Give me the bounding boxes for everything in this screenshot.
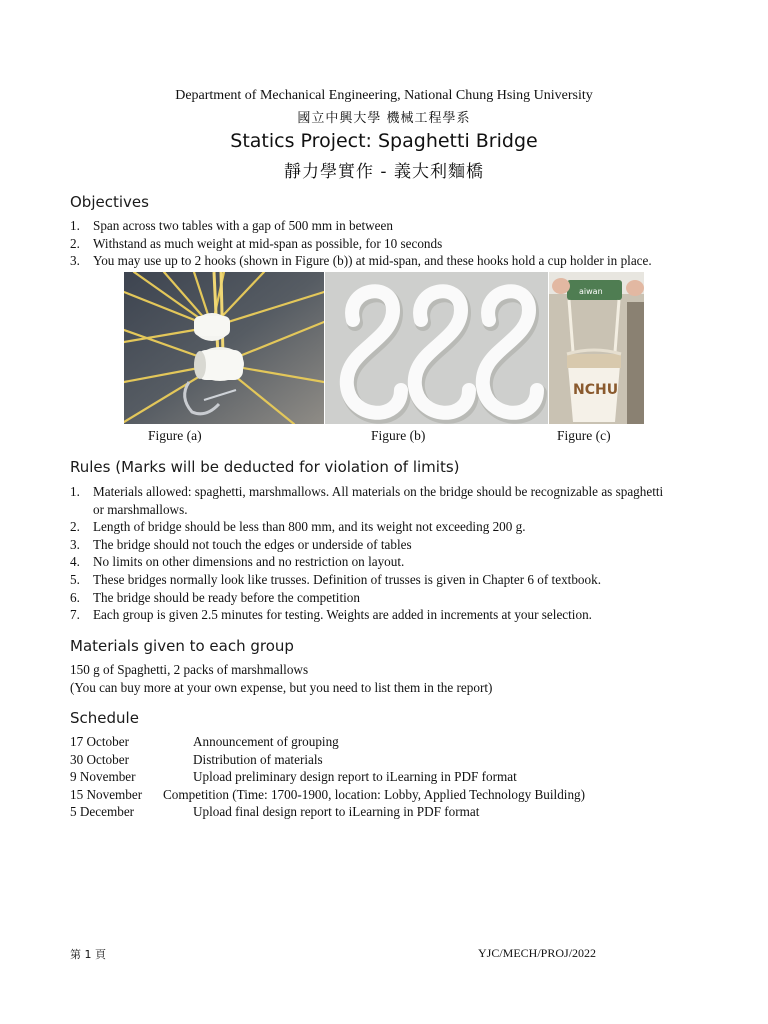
rules-list bbox=[70, 483, 670, 624]
list-text: No limits on other dimensions and no restriction on layout. bbox=[93, 554, 405, 570]
list-text: The bridge should not touch the edges or underside of tables bbox=[93, 536, 412, 552]
list-number: 2. bbox=[70, 519, 80, 535]
list-text: Length of bridge should be less than 800 mm, and its weight not exceeding 200 g. bbox=[93, 519, 526, 535]
list-item bbox=[70, 589, 670, 607]
department-name: Department of Mechanical Engineering, National Chung Hsing University bbox=[175, 88, 593, 103]
list-text: The bridge should be ready before the competition bbox=[93, 589, 360, 605]
figure-c-caption: Figure (c) bbox=[557, 428, 611, 443]
list-text: These bridges normally look like trusses. Definition of trusses is given in Chapter 6 of textbook. bbox=[93, 571, 602, 587]
figure-a-image bbox=[124, 272, 324, 424]
list-text: You may use up to 2 hooks (shown in Figure (b)) at mid-span, and these hooks hold a cup holder in place. bbox=[93, 253, 652, 269]
list-item bbox=[70, 571, 670, 589]
document-code: YJC/MECH/PROJ/2022 bbox=[478, 946, 597, 960]
figure-b-image bbox=[325, 272, 548, 424]
list-number: 1. bbox=[70, 484, 80, 499]
list-text: Span across two tables with a gap of 500 mm in between bbox=[93, 218, 393, 233]
list-number: 5. bbox=[70, 571, 80, 587]
materials-line-1: 150 g of Spaghetti, 2 packs of marshmallows bbox=[70, 662, 309, 677]
materials-line-2: (You can buy more at your own expense, but you need to list them in the report) bbox=[70, 680, 493, 695]
schedule-heading: Schedule bbox=[70, 709, 139, 727]
s-hooks-illustration bbox=[325, 272, 548, 424]
schedule-date: 5 December bbox=[70, 804, 135, 819]
list-item bbox=[70, 553, 670, 571]
materials-heading: Materials given to each group bbox=[70, 637, 294, 655]
list-item bbox=[70, 235, 710, 253]
rules-heading: Rules (Marks will be deducted for violation of limits) bbox=[70, 458, 460, 476]
figure-c-image bbox=[549, 272, 644, 424]
schedule-date: 17 October bbox=[70, 734, 129, 749]
cup-tag-text: aiwan bbox=[579, 287, 603, 296]
document-title-chinese: 靜力學實作 - 義大利麵橋 bbox=[284, 162, 484, 182]
list-item bbox=[70, 217, 710, 235]
schedule-event: Upload final design report to iLearning in PDF format bbox=[193, 804, 480, 819]
department-name-chinese: 國立中興大學 機械工程學系 bbox=[297, 111, 471, 126]
list-number: 4. bbox=[70, 554, 80, 570]
objectives-list bbox=[70, 217, 710, 270]
schedule-date: 15 November bbox=[70, 786, 143, 802]
figure-a-caption: Figure (a) bbox=[148, 428, 202, 443]
marshmallow-joint-illustration bbox=[124, 272, 324, 424]
schedule-event: Upload preliminary design report to iLearning in PDF format bbox=[193, 769, 517, 784]
list-number: 2. bbox=[70, 235, 80, 251]
list-item bbox=[70, 536, 670, 554]
list-text: Withstand as much weight at mid-span as possible, for 10 seconds bbox=[93, 235, 443, 251]
list-item bbox=[70, 518, 670, 536]
list-number: 6. bbox=[70, 589, 80, 605]
list-number: 3. bbox=[70, 253, 80, 269]
schedule-date: 30 October bbox=[70, 751, 129, 767]
list-text: Each group is given 2.5 minutes for testing. Weights are added in increments at your selection. bbox=[93, 607, 592, 623]
list-item bbox=[70, 252, 710, 270]
list-item bbox=[70, 483, 670, 518]
list-item bbox=[70, 606, 670, 624]
cup-holder-illustration bbox=[549, 272, 644, 424]
list-number: 3. bbox=[70, 536, 80, 552]
list-number: 1. bbox=[70, 218, 80, 233]
schedule-event: Announcement of grouping bbox=[193, 734, 339, 749]
schedule-event: Distribution of materials bbox=[193, 751, 323, 767]
document-title: Statics Project: Spaghetti Bridge bbox=[230, 130, 538, 152]
cup-label-text: NCHU bbox=[573, 382, 619, 398]
schedule-event: Competition (Time: 1700-1900, location: Lobby, Applied Technology Building) bbox=[163, 786, 586, 802]
schedule-date: 9 November bbox=[70, 769, 136, 784]
list-text: Materials allowed: spaghetti, marshmallows. All materials on the bridge should be recognizable as spaghetti or marshmallows. bbox=[93, 484, 664, 517]
list-number: 7. bbox=[70, 607, 80, 623]
figure-b-caption: Figure (b) bbox=[371, 428, 426, 443]
objectives-heading: Objectives bbox=[70, 193, 149, 211]
page-number: 第 1 頁 bbox=[70, 948, 106, 961]
